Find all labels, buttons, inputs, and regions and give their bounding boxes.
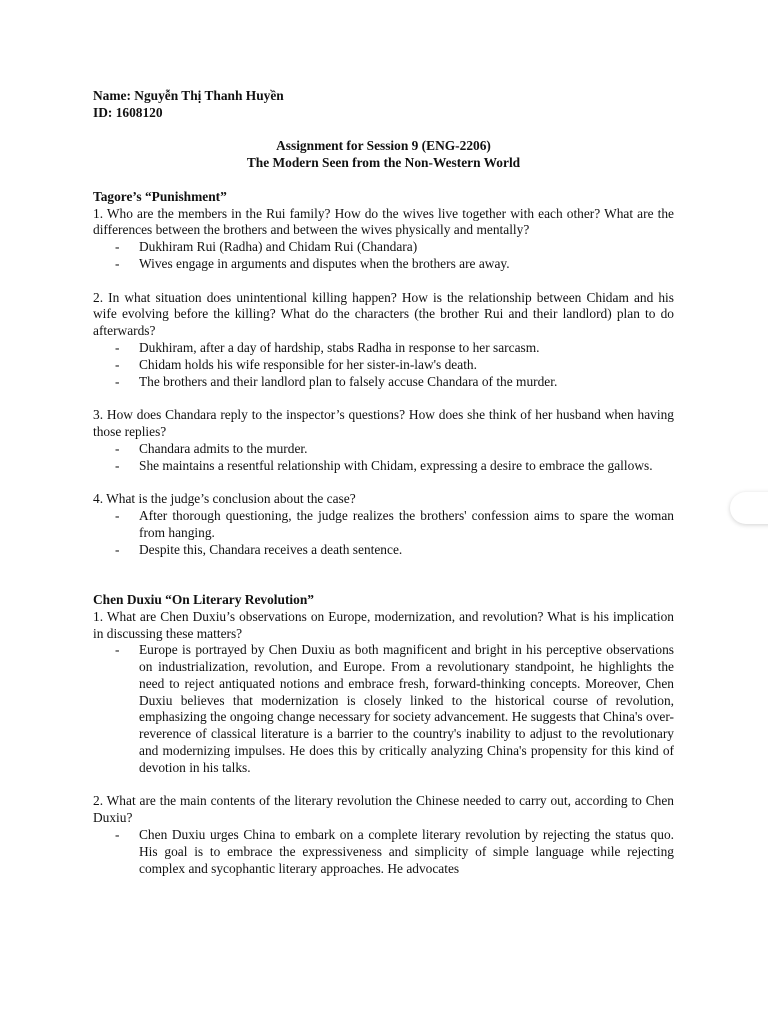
question-text: 2. In what situation does unintentional killing happen? How is the relationship between Chidam and his wife evolving before the killing? What do the characters (the brother Rui and their landlord) plan to do afterwards?: [93, 289, 674, 339]
scroll-handle[interactable]: [730, 492, 768, 524]
question-text: 3. How does Chandara reply to the inspector’s questions? How does she think of her husband when having those replies?: [93, 407, 674, 439]
answer-item: - Despite this, Chandara receives a death sentence.: [93, 542, 674, 559]
answer-item: - Dukhiram Rui (Radha) and Chidam Rui (Chandara): [93, 239, 674, 256]
spacer: [93, 474, 674, 491]
assignment-title: Assignment for Session 9 (ENG-2206): [276, 138, 491, 154]
answer-list: [93, 441, 674, 475]
question-text: 1. Who are the members in the Rui family? How do the wives live together with each other? What are the differences between the brothers and between the wives physically and mentally?: [93, 205, 674, 238]
spacer: [93, 777, 674, 794]
answer-list: [93, 508, 674, 558]
document-page: [93, 88, 674, 877]
answer-list: [93, 340, 674, 390]
student-id: ID: 1608120: [93, 104, 163, 120]
spacer: [93, 122, 674, 139]
spacer: [93, 172, 674, 189]
spacer: [93, 390, 674, 407]
answer-item: - Europe is portrayed by Chen Duxiu as both magnificent and bright in his perceptive observations on industrialization, revolution, and Europe. From a revolutionary standpoint, he highlights the need to reject antiquated notions and embrace fresh, forward-thinking concepts. Moreover, Chen Duxiu believes that modernization is closely linked to the historical course of revolution, emphasizing the ongoing change necessary for society advancement. He suggests that China's over-reverence of classical literature is a barrier to the country's inability to adjust to the revolutionary and modernizing impulses. He does this by critically analyzing China's propensity for this kind of devotion in his talks.: [93, 642, 674, 776]
answer-item: - Dukhiram, after a day of hardship, stabs Radha in response to her sarcasm.: [93, 340, 674, 357]
answer-item: - Wives engage in arguments and disputes when the brothers are away.: [93, 256, 674, 273]
section-heading: Tagore’s “Punishment”: [93, 188, 227, 204]
answer-item: - Chandara admits to the murder.: [93, 441, 674, 458]
answer-item: - Chidam holds his wife responsible for her sister-in-law's death.: [93, 357, 674, 374]
answer-item: - Chen Duxiu urges China to embark on a complete literary revolution by rejecting the status quo. His goal is to embrace the expressiveness and simplicity of simple language while rejecting complex and sycophantic literary approaches. He advocates: [93, 827, 674, 877]
question-text: 1. What are Chen Duxiu’s observations on Europe, modernization, and revolution? What is his implication in discussing these matters?: [93, 608, 674, 641]
spacer: [93, 558, 674, 575]
spacer: [93, 575, 674, 592]
section-heading: Chen Duxiu “On Literary Revolution”: [93, 591, 314, 607]
spacer: [93, 273, 674, 290]
answer-list: [93, 827, 674, 877]
answer-item: - She maintains a resentful relationship with Chidam, expressing a desire to embrace the gallows.: [93, 458, 674, 475]
answer-item: - After thorough questioning, the judge realizes the brothers' confession aims to spare the woman from hanging.: [93, 508, 674, 542]
answer-list: [93, 642, 674, 776]
assignment-subtitle: The Modern Seen from the Non-Western World: [246, 155, 521, 171]
answer-list: [93, 239, 674, 273]
student-name: Name: Nguyễn Thị Thanh Huyền: [93, 88, 284, 103]
question-text: 2. What are the main contents of the literary revolution the Chinese needed to carry out, according to Chen Duxiu?: [93, 793, 674, 826]
question-text: 4. What is the judge’s conclusion about the case?: [93, 491, 356, 507]
answer-item: - The brothers and their landlord plan to falsely accuse Chandara of the murder.: [93, 374, 674, 391]
